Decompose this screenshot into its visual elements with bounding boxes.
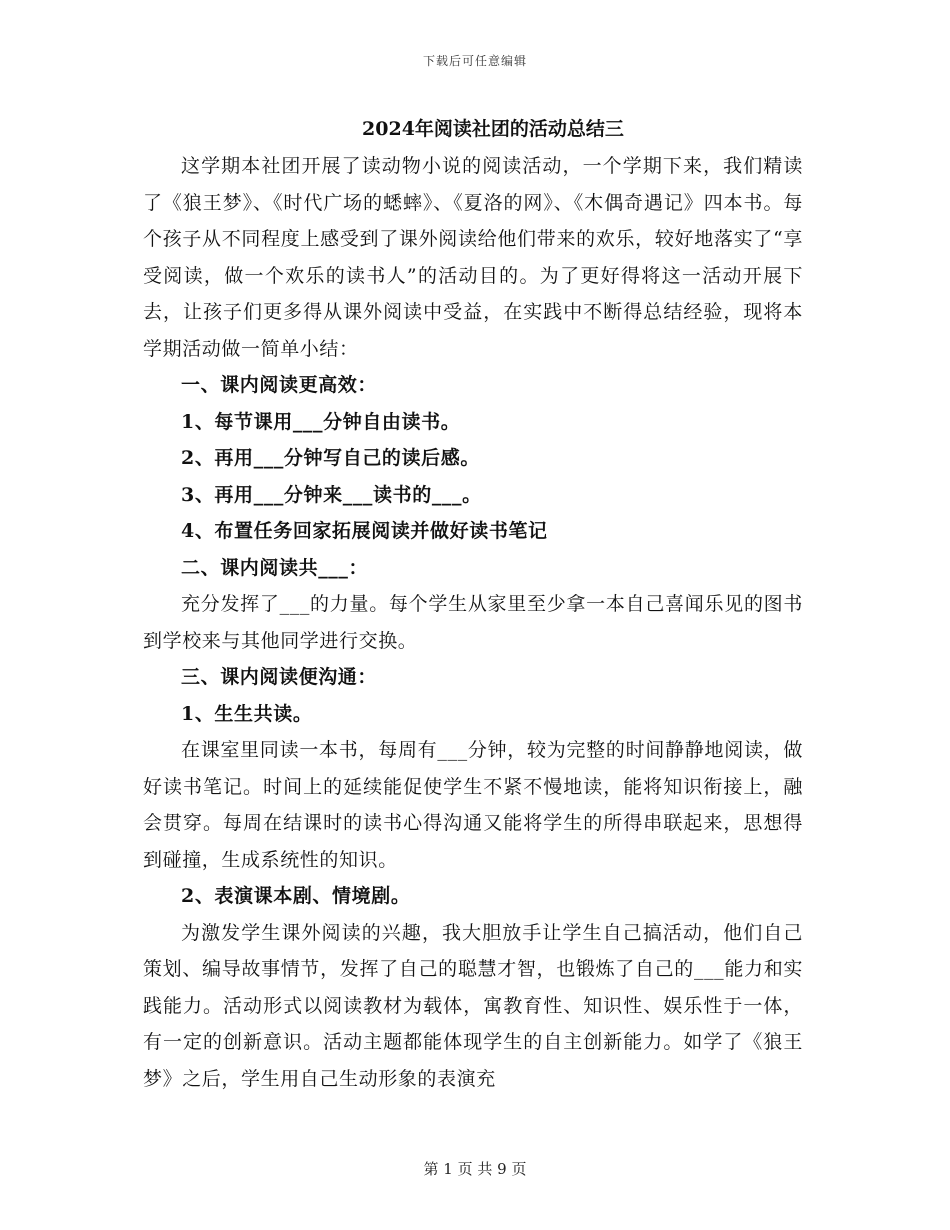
document-body [143, 110, 803, 1097]
paragraph-drama: 为激发学生课外阅读的兴趣，我大胆放手让学生自己搞活动，他们自己策划、编导故事情节，发挥了自己的聪慧才智，也锻炼了自己的___能力和实践能力。活动形式以阅读教材为载体，寓教育性、知识性、娱乐性于一体，有一定的创新意识。活动主题都能体现学生的自主创新能力。如学了《狼王梦》之后，学生用自己生动形象的表演充 [143, 921, 803, 1090]
document-title: 2024年阅读社团的活动总结三 [362, 118, 624, 140]
subheading-1: 1、生生共读。 [181, 702, 313, 725]
paragraph-sharing: 充分发挥了___的力量。每个学生从家里至少拿一本自己喜闻乐见的图书到学校来与其他同学进行交换。 [143, 593, 803, 652]
section-heading-3: 三、课内阅读便沟通： [181, 666, 378, 688]
subheading-2: 2、表演课本剧、情境剧。 [181, 885, 411, 907]
section-heading-1: 一、课内阅读更高效： [181, 374, 378, 396]
section-heading-2: 二、课内阅读共___： [181, 556, 369, 579]
list-item-1: 1、每节课用___分钟自由读书。 [181, 410, 461, 433]
paragraph-intro: 这学期本社团开展了读动物小说的阅读活动，一个学期下来，我们精读了《狼王梦》、《时代广场的蟋蟀》、《夏洛的网》、《木偶奇遇记》四本书。每个孩子从不同程度上感受到了课外阅读给他们带来的欢乐，较好地落实了“享受阅读，做一个欢乐的读书人”的活动目的。为了更好得将这一活动开展下去，让孩子们更多得从课外阅读中受益，在实践中不断得总结经验，现将本学期活动做一简单小结： [143, 155, 803, 360]
paragraph-co-reading: 在课室里同读一本书，每周有___分钟，较为完整的时间静静地阅读，做好读书笔记。时间上的延续能促使学生不紧不慢地读，能将知识衔接上，融会贯穿。每周在结课时的读书心得沟通又能将学生的所得串联起来，思想得到碰撞，生成系统性的知识。 [143, 739, 803, 871]
page-header: 下载后可任意编辑 [422, 54, 527, 68]
list-item-2: 2、再用___分钟写自己的读后感。 [181, 447, 480, 469]
list-item-4: 4、布置任务回家拓展阅读并做好读书笔记 [181, 520, 548, 542]
list-item-3: 3、再用___分钟来___读书的___。 [181, 483, 482, 506]
page-footer: 第 1 页 共 9 页 [423, 1160, 527, 1178]
